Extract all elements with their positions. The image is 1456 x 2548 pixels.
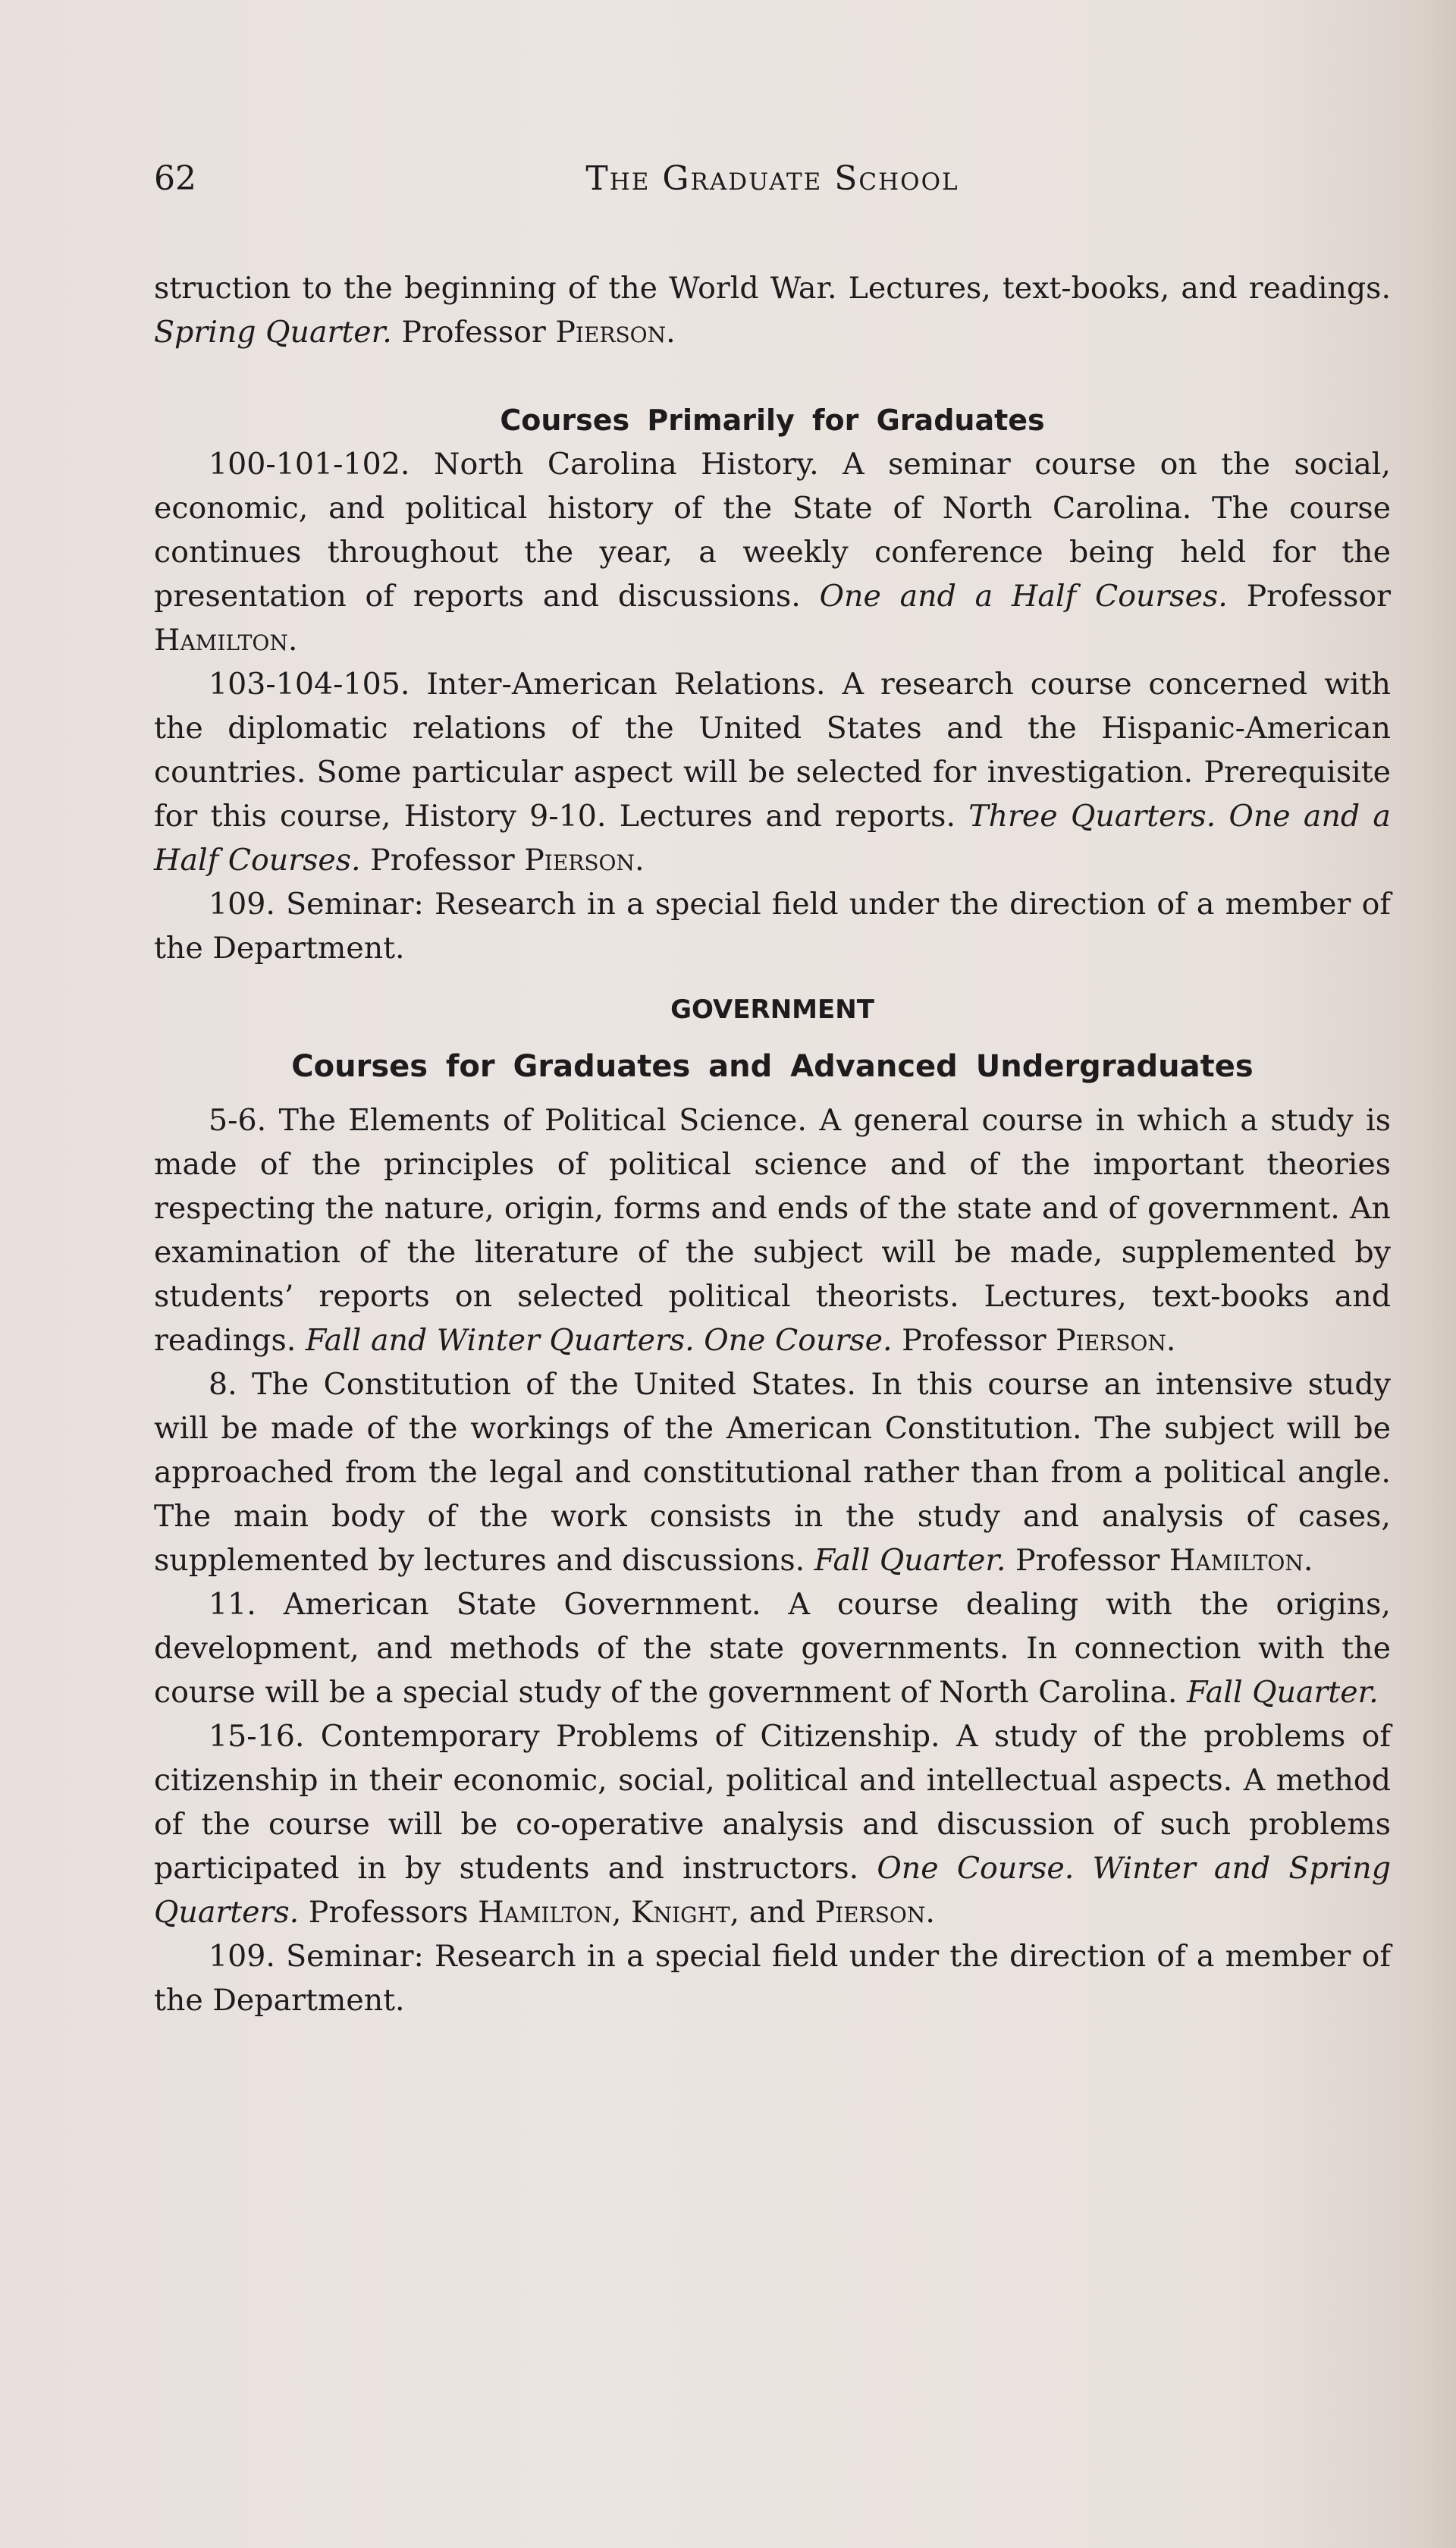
terms: Three Quarters.: [968, 799, 1216, 834]
professor-name: Pierson.: [814, 1895, 935, 1930]
course-entry-8: 8. The Constitution of the United States. In this course an intensive study will be made of the workings of the American Constitution. The subject will be approached from the legal and constitutional rather than from a political angle. The main body of the work consists in the study and analysis of cases, supplemented by lectures and discussions. Fall Quarter. Professor Hamilton.: [154, 1367, 1391, 1578]
professor-name: Pierson.: [1056, 1323, 1176, 1358]
page-header: [154, 159, 1391, 212]
course-entry-103: 103-104-105. Inter-American Relations. A research course concerned with the diplomatic relations of the United States and the Hispanic-American countries. Some particular aspect will be selected for investigation. Prerequisite for this course, History 9-10. Lectures and reports. Three Quarters. One and a Half Courses. Professor Pierson.: [154, 667, 1391, 878]
credit: One and a Half Courses.: [819, 579, 1228, 614]
page-body: [154, 266, 1391, 2022]
page-number: 62: [154, 159, 196, 198]
terms: Winter and Spring Quarters.: [154, 1851, 1391, 1930]
running-title: The Graduate School: [585, 159, 959, 198]
intro-paragraph: struction to the beginning of the World War. Lectures, text-books, and readings. Spring Quarter. Professor Pierson.: [154, 271, 1391, 350]
terms: Fall and Winter Quarters.: [305, 1323, 695, 1358]
section-heading-government: GOVERNMENT: [670, 994, 874, 1025]
credit: One Course.: [877, 1851, 1075, 1886]
credit: One Course.: [704, 1323, 893, 1358]
term: Spring Quarter.: [154, 315, 392, 350]
section-subheading-advanced: Courses for Graduates and Advanced Undergraduates: [291, 1049, 1254, 1084]
professor-name: Knight,: [631, 1895, 740, 1930]
course-entry-109-history: 109. Seminar: Research in a special field under the direction of a member of the Department.: [154, 887, 1391, 966]
credit: One and a Half Courses.: [154, 799, 1391, 878]
professor-name: Pierson.: [524, 843, 645, 878]
course-entry-5-6: 5-6. The Elements of Political Science. A general course in which a study is made of the principles of political science and of the important theories respecting the nature, origin, forms and ends of the state and of government. An examination of the literature of the subject will be made, supplemented by students’ reports on selected political theorists. Lectures, text-books and readings. Fall and Winter Quarters. One Course. Professor Pierson.: [154, 1103, 1391, 1358]
section-heading-graduates: Courses Primarily for Graduates: [500, 404, 1045, 437]
term: Fall Quarter.: [1187, 1675, 1379, 1710]
course-entry-15-16: 15-16. Contemporary Problems of Citizenship. A study of the problems of citizenship in their economic, social, political and intellectual aspects. A method of the course will be co-operative analysis and discussion of such problems participated in by students and instructors. One Course. Winter and Spring Quarters. Professors Hamilton, Knight, and Pierson.: [154, 1719, 1391, 1930]
professor-name: Pierson.: [555, 315, 676, 350]
professor-name: Hamilton.: [1169, 1543, 1313, 1578]
professor-name: Hamilton,: [478, 1895, 622, 1930]
course-entry-100: 100-101-102. North Carolina History. A seminar course on the social, economic, and political history of the State of North Carolina. The course continues throughout the year, a weekly conference being held for the presentation of reports and discussions. One and a Half Courses. Professor Hamilton.: [154, 447, 1392, 658]
term: Fall Quarter.: [814, 1543, 1006, 1578]
course-entry-11: 11. American State Government. A course dealing with the origins, development, and methods of the state governments. In connection with the course will be a special study of the government of North Carolina. Fall Quarter.: [154, 1587, 1391, 1710]
course-entry-109-government: 109. Seminar: Research in a special field under the direction of a member of the Department.: [154, 1939, 1391, 2018]
professor-name: Hamilton.: [154, 623, 298, 658]
